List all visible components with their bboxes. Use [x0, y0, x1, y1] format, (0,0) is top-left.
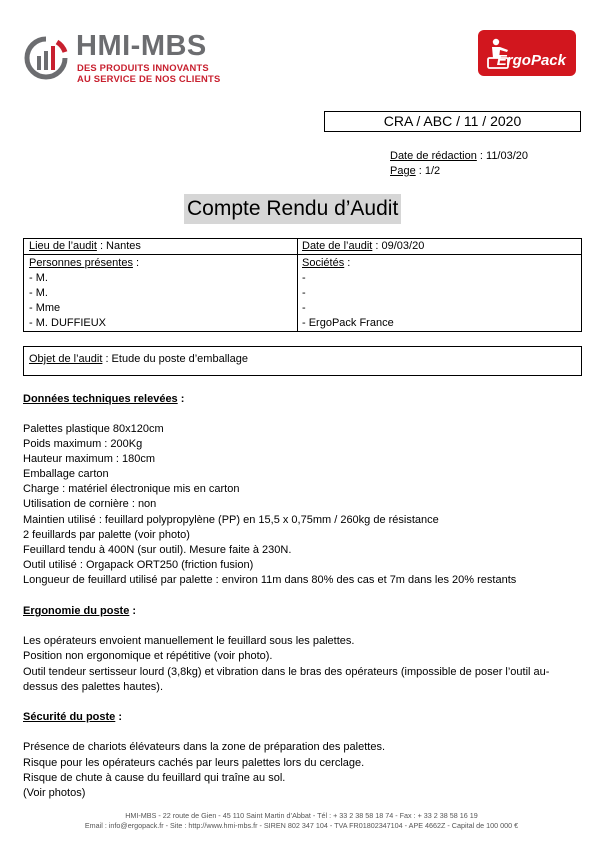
societe-item: -: [302, 272, 306, 284]
date-audit-label: Date de l’audit: [302, 240, 373, 252]
securite-line: Risque de chute à cause du feuillard qui traîne au sol.: [23, 772, 286, 784]
donnees-heading: [23, 392, 184, 407]
societes-label: Sociétés: [302, 257, 345, 269]
table-divider-horizontal: [24, 254, 581, 255]
donnees-line: Longueur de feuillard utilisé par palette : environ 11m dans 80% des cas et 7m dans les 20% restants: [23, 574, 517, 586]
date-redaction-label: Date de rédaction: [390, 150, 477, 162]
ergonomie-line: Position non ergonomique et répétitive (voir photo).: [23, 650, 273, 662]
objet-audit: [29, 352, 248, 367]
societe-item: -: [302, 302, 306, 314]
donnees-line: Palettes plastique 80x120cm: [23, 423, 164, 435]
societes-heading: [302, 256, 350, 271]
hmi-mbs-tagline-2: AU SERVICE DE NOS CLIENTS: [77, 73, 221, 84]
footer-contact: Email : info@ergopack.fr - Site : http://www.hmi-mbs.fr - SIREN 802 347 104 - TVA FR01802347104 - APE 4662Z - Capital de 100 000 €: [84, 821, 519, 830]
ergonomie-line: Outil tendeur sertisseur lourd (3,8kg) et vibration dans le bras des opérateurs (impossible de poser l’outil au-: [23, 666, 550, 678]
ergopack-logo-name: ErgoPack: [496, 52, 566, 69]
donnees-heading-label: Données techniques relevées: [23, 393, 178, 405]
lieu-audit-label: Lieu de l’audit: [29, 240, 97, 252]
ergonomie-line: Les opérateurs envoient manuellement le feuillard sous les palettes.: [23, 635, 355, 647]
donnees-line: Feuillard tendu à 400N (sur outil). Mesure faite à 230N.: [23, 544, 292, 556]
personnes-label: Personnes présentes: [29, 257, 133, 269]
donnees-line: 2 feuillards par palette (voir photo): [23, 529, 190, 541]
securite-heading-label: Sécurité du poste: [23, 711, 116, 723]
lieu-audit: [29, 239, 141, 254]
date-redaction-value: : 11/03/20: [476, 150, 529, 162]
securite-heading: [23, 710, 122, 725]
ergonomie-line: dessus des palettes hautes).: [23, 681, 164, 693]
donnees-heading-suffix: :: [177, 393, 185, 405]
hmi-mbs-logo-name: HMI-MBS: [76, 30, 207, 62]
ergonomie-heading: [23, 604, 136, 619]
hmi-mbs-tagline: [77, 62, 220, 84]
securite-line: Risque pour les opérateurs cachés par leurs palettes lors du cerclage.: [23, 757, 365, 769]
audit-info-table: [23, 238, 582, 332]
donnees-line: Outil utilisé : Orgapack ORT250 (friction fusion): [23, 559, 254, 571]
footer-address: HMI-MBS - 22 route de Gien - 45 110 Saint Martin d’Abbat - Tél : + 33 2 38 58 18 74 - Fax : + 33 2 38 58 16 19: [125, 811, 478, 820]
donnees-line: Charge : matériel électronique mis en carton: [23, 483, 240, 495]
page-title: Compte Rendu d’Audit: [184, 194, 401, 224]
personne-item: - M. DUFFIEUX: [29, 317, 106, 329]
donnees-line: Utilisation de cornière : non: [23, 498, 157, 510]
societes-suffix: :: [344, 257, 351, 269]
societe-item: - ErgoPack France: [302, 317, 394, 329]
date-audit: [302, 239, 424, 254]
societe-item: -: [302, 287, 306, 299]
date-audit-value: : 09/03/20: [372, 240, 425, 252]
page-label: Page: [390, 165, 416, 177]
securite-line: (Voir photos): [23, 787, 86, 799]
objet-audit-value: : Etude du poste d’emballage: [102, 353, 248, 365]
donnees-line: Emballage carton: [23, 468, 109, 480]
ergopack-logo: [478, 30, 576, 76]
ergonomie-heading-suffix: :: [129, 605, 137, 617]
personne-item: - M.: [29, 287, 48, 299]
reference-box: CRA / ABC / 11 / 2020: [324, 111, 581, 132]
objet-audit-label: Objet de l’audit: [29, 353, 103, 365]
donnees-line: Poids maximum : 200Kg: [23, 438, 143, 450]
securite-line: Présence de chariots élévateurs dans la zone de préparation des palettes.: [23, 741, 386, 753]
lieu-audit-value: : Nantes: [96, 240, 141, 252]
date-redaction: [390, 150, 528, 163]
page-value: : 1/2: [415, 165, 441, 177]
hmi-mbs-logo-mark: [24, 36, 68, 80]
table-divider-vertical: [297, 239, 298, 331]
objet-audit-box: [23, 346, 582, 376]
donnees-line: Maintien utilisé : feuillard polypropylène (PP) en 15,5 x 0,75mm / 260kg de résistance: [23, 514, 439, 526]
hmi-mbs-tagline-1: DES PRODUITS INNOVANTS: [77, 62, 209, 73]
donnees-line: Hauteur maximum : 180cm: [23, 453, 156, 465]
personne-item: - Mme: [29, 302, 61, 314]
personnes-heading: [29, 256, 139, 271]
securite-heading-suffix: :: [115, 711, 123, 723]
ergonomie-heading-label: Ergonomie du poste: [23, 605, 130, 617]
page-number: [390, 165, 440, 178]
personne-item: - M.: [29, 272, 48, 284]
personnes-suffix: :: [132, 257, 140, 269]
